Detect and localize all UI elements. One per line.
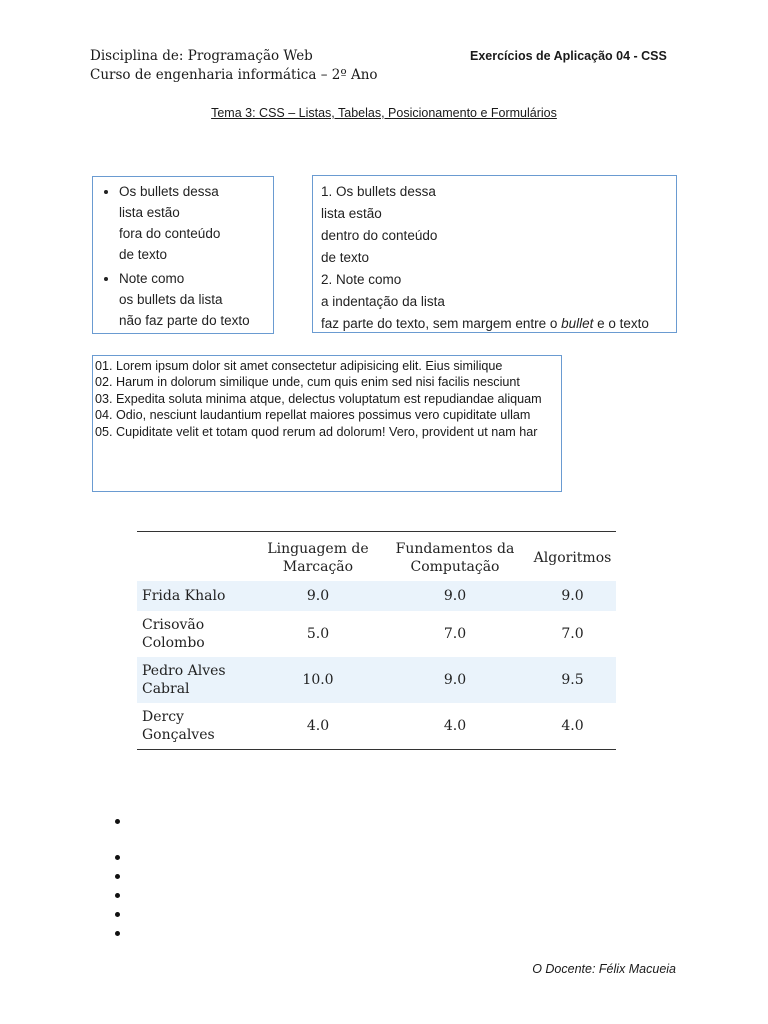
grade-cell: 9.5 (561, 672, 584, 688)
list-item: 03. Expedita soluta minima atque, delectus voluptatum est repudiandae aliquam (95, 391, 542, 406)
grade-cell: 9.0 (306, 588, 330, 604)
header-left (90, 47, 378, 85)
course-label: Curso de engenharia informática – 2º Ano (90, 67, 378, 83)
table-row (137, 581, 616, 611)
list-inside (313, 181, 649, 335)
list-inside-box (312, 175, 677, 333)
student-name: Frida Khalo (142, 588, 226, 604)
discipline-label: Disciplina de: Programação Web (90, 48, 313, 64)
grade-cell: 9.0 (443, 672, 467, 688)
footer-signature: O Docente: Félix Macueia (532, 962, 676, 976)
column-header (137, 532, 255, 582)
table-row (137, 657, 616, 703)
list-item: 2. Note como a indentação da lista faz parte do texto, sem margem entre o bullet e o texto (321, 272, 649, 331)
column-header: Linguagem de Marcação (267, 541, 369, 575)
list-item: 05. Cupiditate velit et totam quod rerum ad dolorum! Vero, provident ut nam har (95, 424, 538, 439)
empty-bullet (115, 893, 120, 898)
topic-title: Tema 3: CSS – Listas, Tabelas, Posicionamento e Formulários (211, 106, 557, 120)
grade-cell: 9.0 (561, 588, 584, 604)
column-header: Algoritmos (533, 550, 612, 566)
list-item: 1. Os bullets dessa lista estão dentro do conteúdo de texto (321, 184, 438, 265)
lorem-list-box (92, 355, 562, 492)
grade-cell: 5.0 (306, 626, 330, 642)
student-name: Dercy Gonçalves (142, 709, 215, 743)
empty-bullet (115, 855, 120, 860)
list-item: 01. Lorem ipsum dolor sit amet consectetur adipisicing elit. Eius similique (95, 359, 503, 373)
grade-cell: 10.0 (302, 672, 334, 688)
empty-bullet (115, 874, 120, 879)
table-row (137, 703, 616, 750)
lorem-list (93, 358, 548, 440)
grade-cell: 9.0 (443, 588, 467, 604)
table-row (137, 611, 616, 657)
list-item: • Note como os bullets da lista não faz parte do texto (119, 268, 250, 331)
grade-cell: 7.0 (561, 626, 584, 642)
list-item: 02. Harum in dolorum similique unde, cum quis enim sed nisi facilis nesciunt (95, 375, 520, 390)
grades-table (137, 531, 616, 750)
empty-bullet (115, 931, 120, 936)
empty-bullet (115, 819, 120, 824)
column-header: Fundamentos da Computação (395, 541, 515, 575)
grade-cell: 4.0 (306, 718, 330, 734)
empty-bullet (115, 912, 120, 917)
list-item: • Os bullets dessa lista estão fora do conteúdo de texto (119, 181, 250, 265)
grade-cell: 4.0 (443, 718, 467, 734)
list-outside (93, 181, 250, 334)
table-header-row (137, 532, 616, 582)
list-outside-box (92, 176, 274, 334)
list-item: 04. Odio, nesciunt laudantium repellat maiores possimus vero cupiditate ullam (95, 408, 531, 423)
exercise-title: Exercícios de Aplicação 04 - CSS (470, 49, 667, 63)
student-name: Pedro Alves Cabral (142, 663, 226, 697)
grade-cell: 4.0 (561, 718, 584, 734)
student-name: Crisovão Colombo (142, 617, 205, 651)
grade-cell: 7.0 (443, 626, 467, 642)
